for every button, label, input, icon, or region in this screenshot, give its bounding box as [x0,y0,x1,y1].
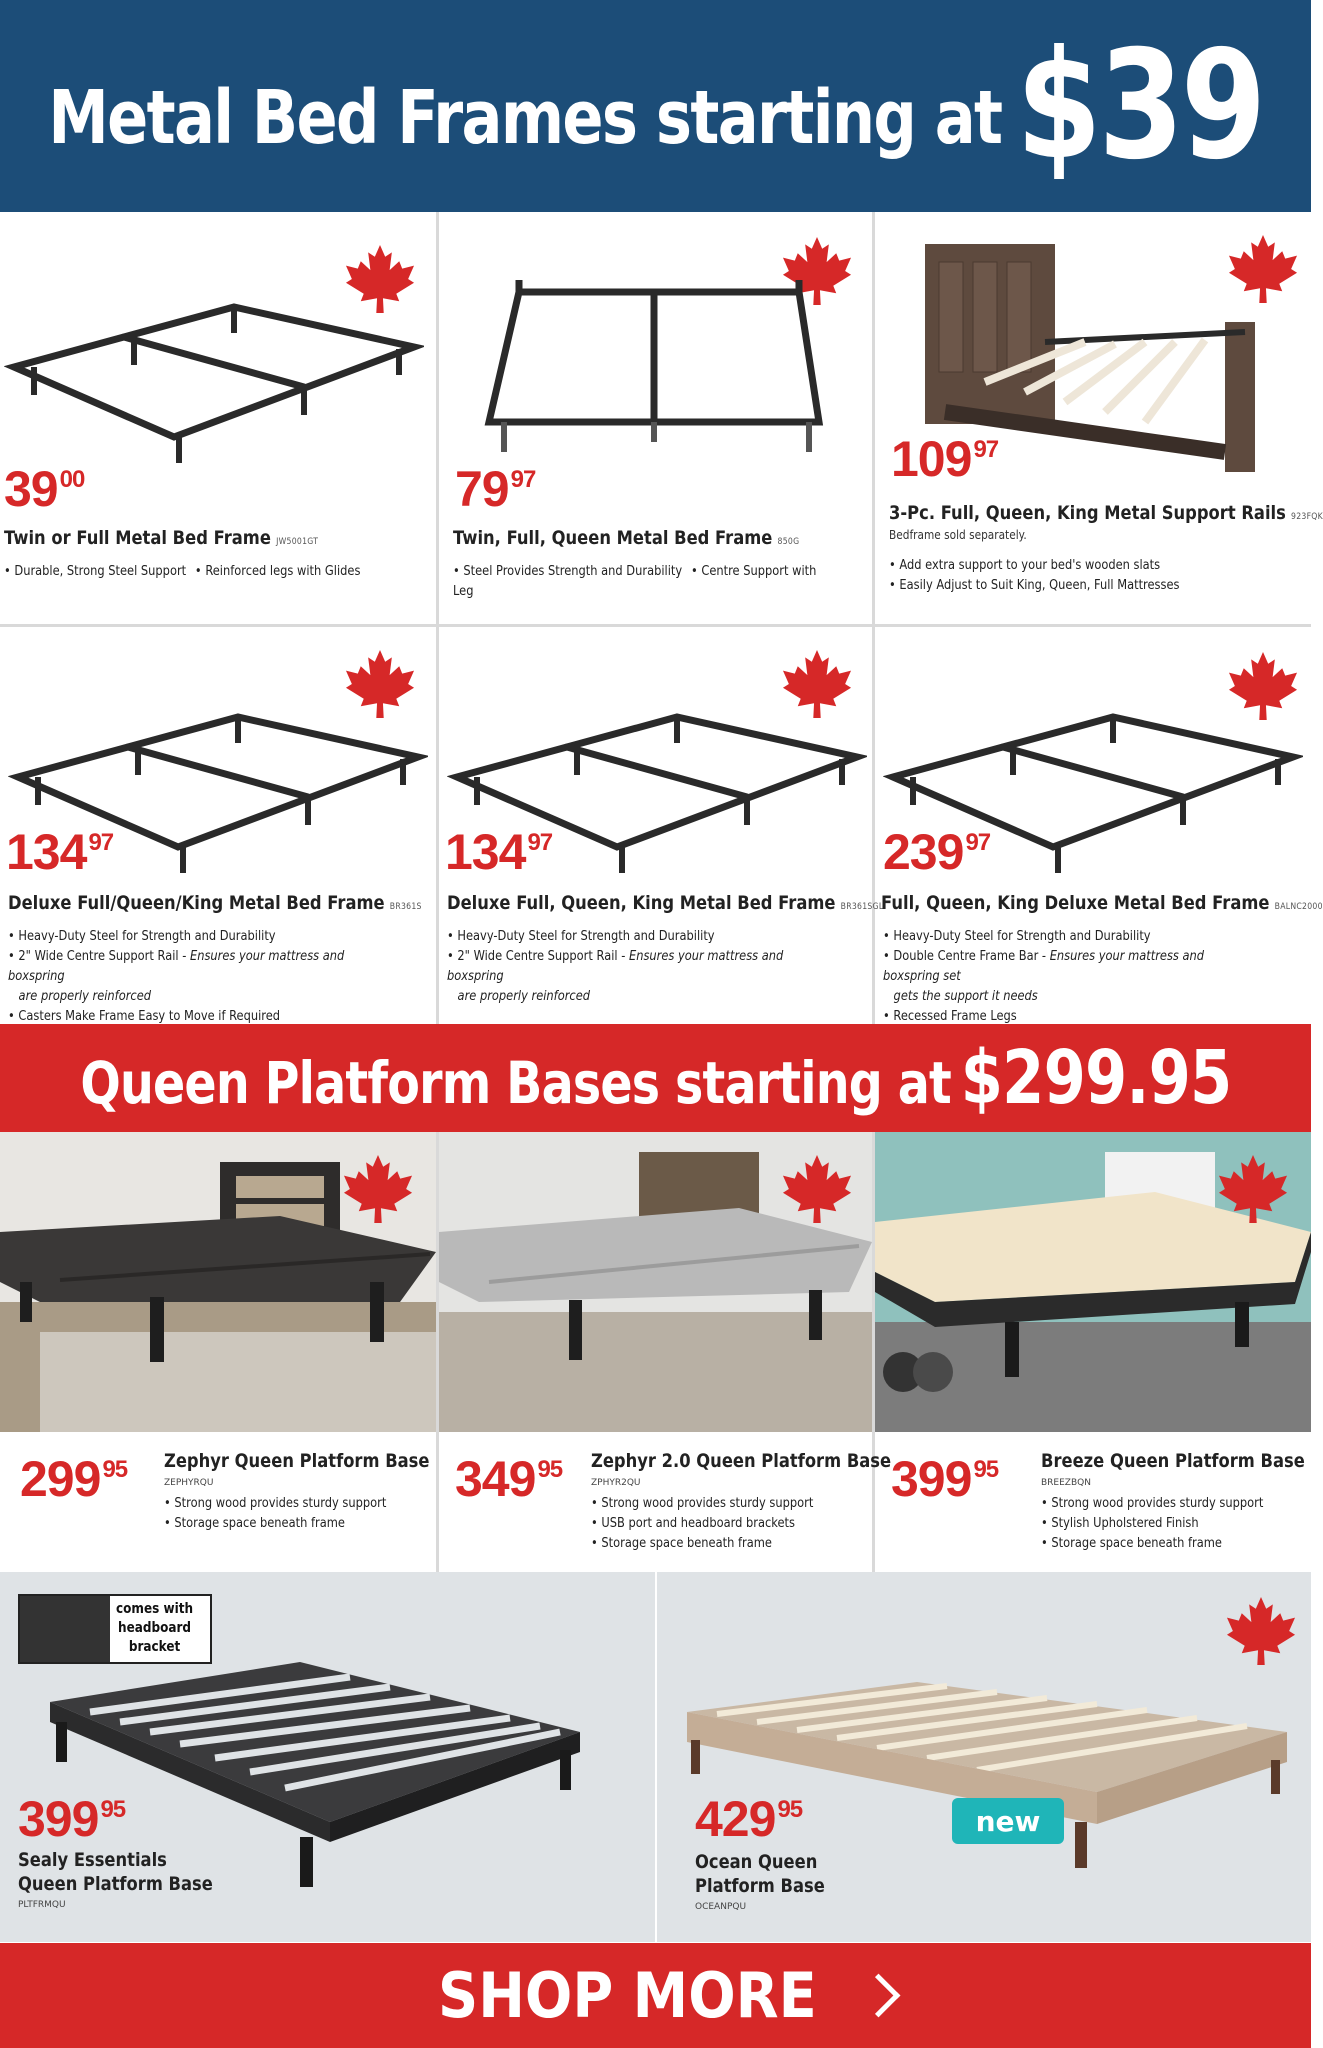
product-name: Zephyr 2.0 Queen Platform Base [591,1450,892,1472]
product-name: 3-Pc. Full, Queen, King Metal Support Rails 923FQK [889,502,1323,524]
product-name: Deluxe Full, Queen, King Metal Bed Frame BR361SGL [447,892,884,914]
bed-frame-image [4,262,424,472]
product-card-metal-3[interactable] [875,212,1323,624]
product-card-platform-3[interactable] [875,1132,1311,1572]
product-name: Twin or Full Metal Bed Frame JW5001GT [4,527,319,549]
product-name: Breeze Queen Platform Base [1041,1450,1305,1472]
price: $79^{97}$ [455,461,536,517]
shop-more-button[interactable] [0,1943,1311,2048]
product-card-metal-6[interactable] [875,627,1323,1024]
product-card-ocean[interactable] [657,1572,1311,1942]
price: $399^{95}$ [18,1791,126,1847]
product-name: Full, Queen, King Deluxe Metal Bed Frame BALNC2000 [881,892,1323,914]
price: $109^{97}$ [891,431,999,487]
feature-list: • Heavy-Duty Steel for Strength and Durability • Double Centre Frame Bar - Ensures your mattress and boxspring set gets the support it needs • Recessed Frame Legs [883,927,1260,1027]
product-name: Zephyr Queen Platform Base [164,1450,430,1472]
price: $299^{95}$ [20,1451,128,1507]
maple-leaf-icon [1215,1152,1291,1226]
price: $134^{97}$ [445,824,553,880]
price: $239^{97}$ [883,824,991,880]
feature-list: • Strong wood provides sturdy support • USB port and headboard brackets • Storage space beneath frame [591,1494,813,1554]
product-card-platform-2[interactable] [439,1132,892,1572]
product-card-platform-1[interactable] [0,1132,436,1572]
feature-list: • Heavy-Duty Steel for Strength and Durability • 2" Wide Centre Support Rail - Ensures your mattress and boxspring are properly reinforced [447,927,821,1007]
price: $399^{95}$ [891,1451,999,1507]
product-name: Deluxe Full/Queen/King Metal Bed Frame BR361S [8,892,422,914]
feature-list: • Durable, Strong Steel Support• Reinforced legs with Glides [4,562,369,582]
top-banner-price: $39 [1015,19,1263,193]
mid-banner-price: $299.95 [960,1035,1232,1121]
top-banner-text: Metal Bed Frames starting at [48,75,1002,161]
maple-leaf-icon [779,1152,855,1226]
feature-list: • Steel Provides Strength and Durability• Centre Support with Leg [453,562,822,602]
product-name: Twin, Full, Queen Metal Bed Frame 850G [453,527,800,549]
product-name: Sealy Essentials Queen Platform Base [18,1849,213,1895]
sku: BREEZBQN [1041,1478,1091,1488]
chevron-right-icon [857,1974,901,2018]
bed-frame-image [459,272,839,472]
shop-more-label: SHOP MORE [437,1959,817,2032]
sku: PLTFRMQU [18,1900,66,1910]
price: $134^{97}$ [6,824,114,880]
headboard-bracket-callout [18,1594,212,1664]
price: $429^{95}$ [695,1791,803,1847]
maple-leaf-icon [340,1152,416,1226]
mid-banner [0,1024,1311,1132]
sku: ZPHYR2QU [591,1478,641,1488]
bracket-image [20,1596,110,1662]
product-card-metal-1[interactable] [0,212,436,624]
feature-list: • Strong wood provides sturdy support • Storage space beneath frame [164,1494,386,1534]
bracket-text: comes with headboard bracket [116,1601,194,1655]
mid-banner-text: Queen Platform Bases starting at [79,1049,951,1117]
sku: OCEANPQU [695,1902,747,1912]
feature-list: • Strong wood provides sturdy support • Stylish Upholstered Finish • Storage space beneath frame [1041,1494,1263,1554]
product-card-metal-2[interactable] [439,212,872,624]
feature-list: • Heavy-Duty Steel for Strength and Durability • 2" Wide Centre Support Rail - Ensures your mattress and boxspring are properly reinforced • Casters Make Frame Easy to Move if Required [8,927,385,1027]
price: $39^{00}$ [4,461,85,517]
price: $349^{95}$ [455,1451,563,1507]
sku: ZEPHYRQU [164,1478,214,1488]
new-badge: new [952,1798,1064,1844]
product-card-metal-5[interactable] [439,627,884,1024]
feature-list: • Add extra support to your bed's wooden slats • Easily Adjust to Suit King, Queen, Full Mattresses [889,556,1179,596]
product-name: Ocean Queen Platform Base [695,1851,825,1897]
top-banner [0,0,1311,212]
product-card-metal-4[interactable] [0,627,436,1024]
product-note: Bedframe sold separately. [889,528,1027,542]
